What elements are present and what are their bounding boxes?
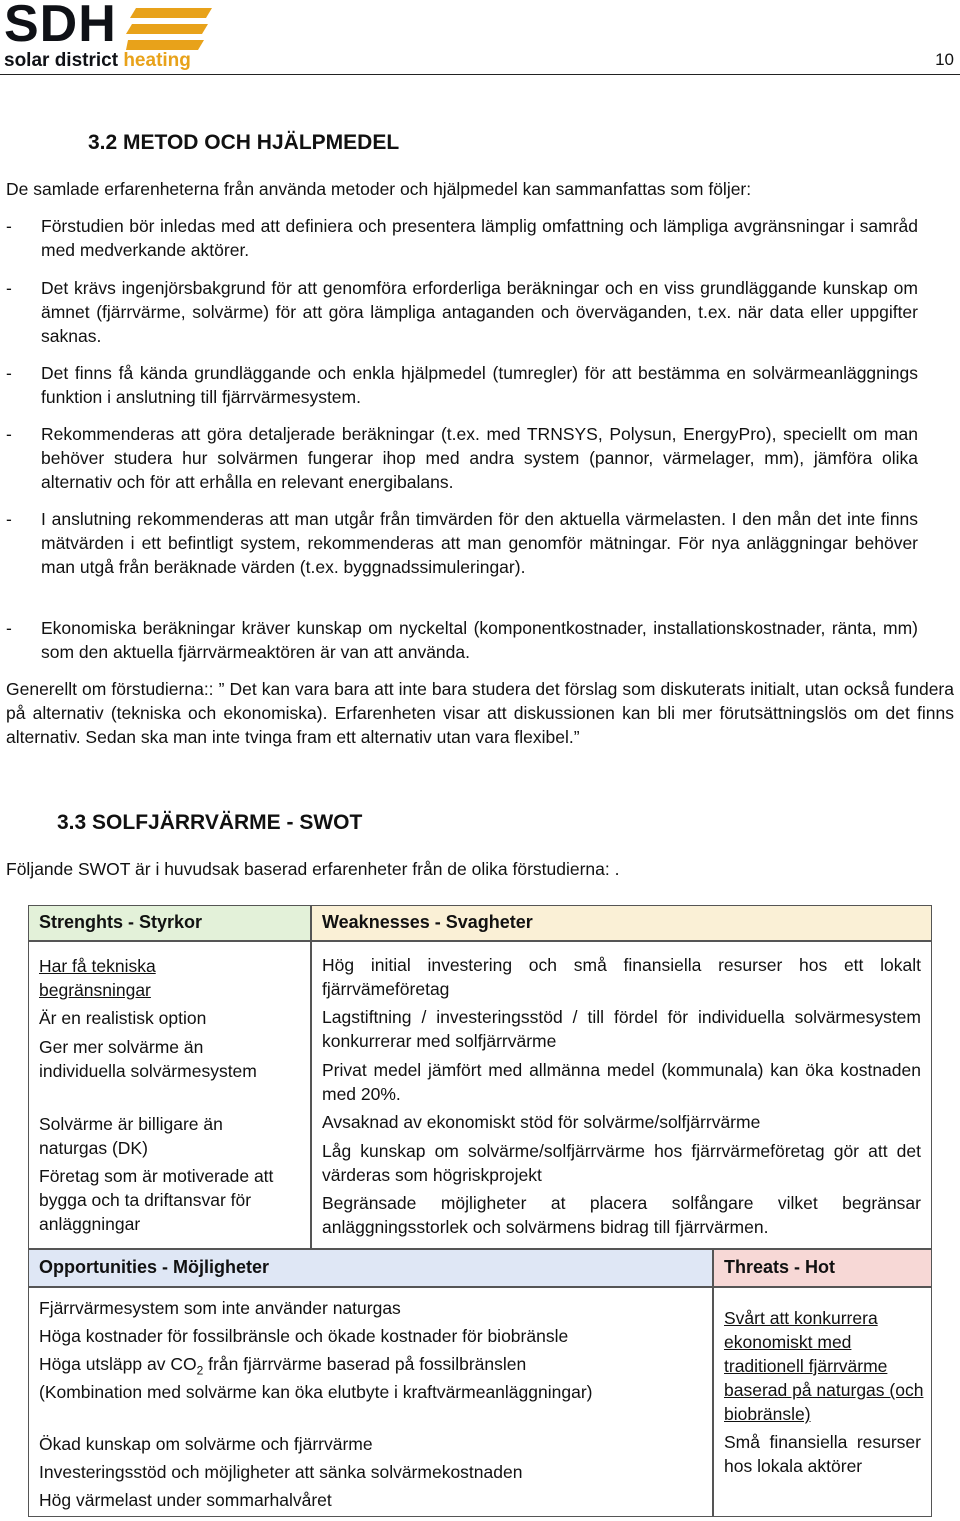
header-divider — [0, 74, 960, 75]
bullet-dash: - — [6, 278, 12, 298]
sdh-logo — [4, 2, 214, 72]
swot-strengths-body — [28, 941, 311, 1249]
bullet-dash: - — [6, 216, 12, 236]
co2-subscript: 2 — [196, 1363, 204, 1378]
bullet-dash: - — [6, 509, 12, 529]
section-3-2-heading: 3.2 METOD OCH HJÄLPMEDEL — [88, 131, 400, 154]
weakness-item: Begränsade möjligheter at placera solfångare vilket begränsar anläggningsstorlek och solvärmens bidrag till fjärrvärmen. — [322, 1193, 921, 1237]
opportunity-co2-suffix: från fjärrvärme baserad på fossilbränslen — [203, 1354, 527, 1374]
bullet-dash: - — [6, 424, 12, 444]
bullet-item: Det krävs ingenjörsbakgrund för att genomföra erforderliga beräkningar och en viss grundläggande kunskap om ämnet (fjärrvärme, solvärme) för att göra lämpliga antaganden och överväganden, t.ex. när data eller uppgifter saknas. — [41, 278, 918, 346]
bullet-dash: - — [6, 363, 12, 383]
opportunity-item — [39, 1352, 699, 1383]
bullet-item: Ekonomiska beräkningar kräver kunskap om nyckeltal (komponentkostnader, installationskostnader, ränta, mm) som den aktuella fjärrvärmeaktören är van att använda. — [41, 618, 918, 662]
swot-opportunities-title: Opportunities - Möjligheter — [39, 1257, 269, 1277]
logo-subtitle-accent: heating — [123, 50, 191, 71]
swot-threats-header — [713, 1249, 932, 1287]
strength-item: Solvärme är billigare än naturgas (DK) — [39, 1114, 223, 1158]
opportunity-item: Ökad kunskap om solvärme och fjärrvärme — [39, 1434, 373, 1454]
bullet-item: Förstudien bör inledas med att definiera och presentera lämplig omfattning och lämpliga avgränsningar i samråd med medverkande aktörer. — [41, 216, 918, 260]
opportunity-item: Hög värmelast under sommarhalvåret — [39, 1490, 332, 1510]
logo-subtitle-prefix: solar district — [4, 50, 119, 71]
opportunity-item: Investeringsstöd och möjligheter att sänka solvärmekostnaden — [39, 1462, 523, 1482]
swot-threats-body — [713, 1287, 932, 1517]
strength-item: Är en realistisk option — [39, 1008, 207, 1028]
bullet-dash: - — [6, 618, 12, 638]
section-3-2-intro: De samlade erfarenheterna från använda metoder och hjälpmedel kan sammanfattas som följer: — [6, 179, 752, 199]
logo-subtitle — [4, 50, 191, 72]
weakness-item: Låg kunskap om solvärme/solfjärrvärme hos fjärrvärmeföretag gör att det värderas som högriskprojekt — [322, 1141, 921, 1185]
swot-table — [28, 905, 932, 1517]
threat-item: Små finansiella resurser hos lokala aktörer — [724, 1432, 921, 1476]
swot-opportunities-header — [28, 1249, 713, 1287]
opportunity-item: Höga kostnader för fossilbränsle och ökade kostnader för biobränsle — [39, 1326, 569, 1346]
strength-item: Ger mer solvärme än individuella solvärmesystem — [39, 1037, 257, 1081]
bullet-item: Rekommenderas att göra detaljerade beräkningar (t.ex. med TRNSYS, Polysun, EnergyPro), speciellt om man behöver studera hur solvärmen fungerar ihop med andra system (pannor, värmelager, mm), jämföra olika alternativ och för att erhålla en relevant energibalans. — [41, 424, 918, 492]
section-3-2-conclusion: Generellt om förstudierna:: ” Det kan vara bara att inte bara studera det förslag som diskuterats initialt, utan också fundera på alternativ (tekniska och ekonomiska). Erfarenheten visar att diskussionen kan bli mer förutsättningslös om det finns alternativ. Sedan ska man inte tvinga fram ett alternativ utan vara flexibel.” — [6, 679, 954, 747]
logo-stripes-icon — [126, 8, 212, 50]
weakness-item: Hög initial investering och små finansiella resurser hos ett lokalt fjärrvämeföretag — [322, 955, 921, 999]
swot-strengths-title: Strenghts - Styrkor — [39, 912, 203, 932]
section-3-3-intro: Följande SWOT är i huvudsak baserad erfarenheter från de olika förstudierna: . — [6, 859, 620, 879]
page-number: 10 — [935, 50, 954, 69]
swot-strengths-header — [28, 905, 311, 941]
section-3-3-heading: 3.3 SOLFJÄRRVÄRME - SWOT — [57, 811, 363, 834]
opportunity-item: (Kombination med solvärme kan öka elutbyte i kraftvärmeanläggningar) — [39, 1382, 593, 1402]
swot-threats-title: Threats - Hot — [724, 1257, 836, 1277]
bullet-item: Det finns få kända grundläggande och enkla hjälpmedel (tumregler) för att bestämma en solvärmeanläggnings funktion i anslutning till fjärrvärmesystem. — [41, 363, 918, 407]
weakness-item: Avsaknad av ekonomiskt stöd för solvärme/solfjärrvärme — [322, 1112, 761, 1132]
swot-opportunities-body — [28, 1287, 713, 1517]
weakness-item: Privat medel jämfört med allmänna medel (kommunala) kan öka kostnaden med 20%. — [322, 1060, 921, 1104]
strength-item: Företag som är motiverade att bygga och ta driftansvar för anläggningar — [39, 1166, 274, 1234]
strength-item: Har få tekniska begränsningar — [39, 956, 156, 1000]
opportunity-item: Fjärrvärmesystem som inte använder naturgas — [39, 1298, 401, 1318]
threat-item: Svårt att konkurrera ekonomiskt med traditionell fjärrvärme baserad på naturgas (och biobränsle) — [724, 1308, 924, 1424]
logo-wordmark: SDH — [4, 0, 117, 53]
weakness-item: Lagstiftning / investeringsstöd / till fördel för individuella solvärmesystem konkurrerar med solfjärrvärme — [322, 1007, 921, 1051]
swot-weaknesses-header — [311, 905, 932, 941]
bullet-item: I anslutning rekommenderas att man utgår från timvärden för den aktuella värmelasten. I den mån det inte finns mätvärden i ett befintligt system, rekommenderas att man genomför mätningar. För nya anläggningar behöver man utgå från beräknade värden (t.ex. byggnadssimuleringar). — [41, 509, 918, 577]
swot-weaknesses-title: Weaknesses - Svagheter — [322, 912, 533, 932]
swot-weaknesses-body — [311, 941, 932, 1249]
opportunity-co2-text: Höga utsläpp av CO — [39, 1354, 197, 1374]
